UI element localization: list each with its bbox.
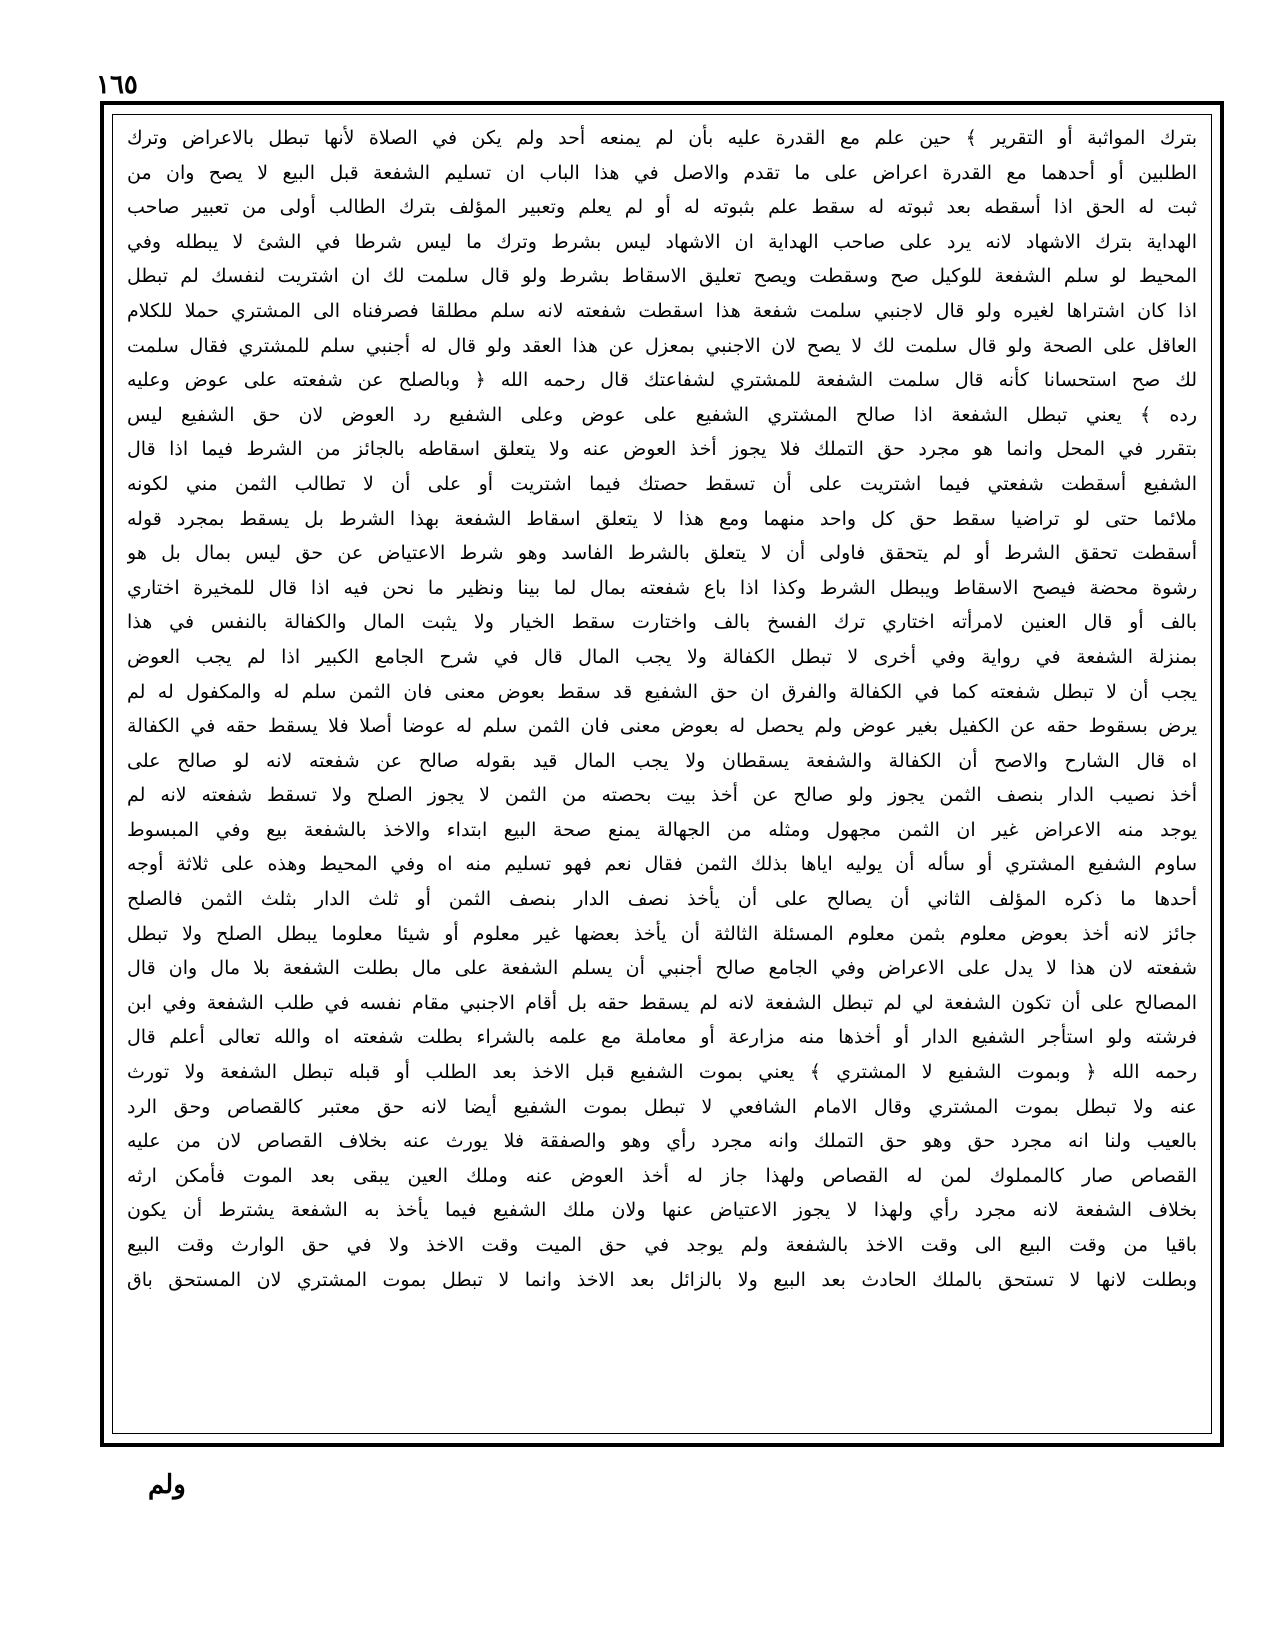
text-line: ساوم الشفيع المشتري أو سأله أن يوليه اياها بذلك الثمن فقال نعم فهو تسليم منه اه وفي المحيط وهذه على ثلاثة أوجه [127, 853, 1197, 876]
text-line: رشوة محضة فيصح الاسقاط ويبطل الشرط وكذا اذا باع شفعته بمال لما بينا ونظير ما نحن فيه اذا قال للمخيرة اختاري [127, 576, 1197, 599]
text-line: باقيا من وقت البيع الى وقت الاخذ بالشفعة ولم يوجد في حق الميت وقت الاخذ ولا في حق الوارث وقت البيع [127, 1234, 1197, 1256]
text-line: جائز لانه أخذ بعوض معلوم بثمن معلوم المسئلة الثالثة أن يأخذ بعضها غير معلوم أو شيئا معلوما يبطل الصلح ولا تبطل [127, 922, 1197, 945]
text-line: اذا كان اشتراها لغيره ولو قال لاجنبي سلمت شفعة هذا اسقطت شفعته لانه سلم مطلقا فصرفناه الى المشتري حملا للكلام [127, 299, 1197, 322]
text-line: أسقطت تحقق الشرط أو لم يتحقق فاولى أن لا يتعلق بالشرط الفاسد وهو شرط الاعتياض عن حق ليس بمال بل هو [127, 542, 1197, 565]
text-line: عنه ولا تبطل بموت المشتري وقال الامام الشافعي لا تبطل بموت الشفيع أيضا لانه حق معتبر كالقصاص وحق الرد [127, 1095, 1197, 1118]
text-line: المحيط لو سلم الشفعة للوكيل صح وسقطت ويصح تعليق الاسقاط بشرط ولو قال سلمت لك ان اشتريت لنفسك لم تبطل [127, 265, 1197, 288]
text-line: ملائما حتى لو تراضيا سقط حق كل واحد منهما ومع هذا لا يتعلق اسقاط الشفعة بهذا الشرط بل يسقط بمجرد قوله [127, 507, 1197, 530]
text-line: رده ﴾ يعني تبطل الشفعة اذا صالح المشتري الشفيع على عوض وعلى الشفيع رد العوض لان حق الشفيع ليس [127, 403, 1197, 426]
text-line: بتقرر في المحل وانما هو مجرد حق التملك فلا يجوز أخذ العوض عنه ولا يتعلق اسقاطه بالجائز من الشرط فيما اذا قال [127, 438, 1197, 461]
text-line: وبطلت لانها لا تستحق بالملك الحادث بعد البيع ولا بالزائل بعد الاخذ وانما لا تبطل بموت المشتري لان المستحق باق [127, 1268, 1197, 1291]
text-line: الشفيع أسقطت شفعتي فيما اشتريت على أن تسقط حصتك فيما اشتريت أو على أن لا تطالب الثمن مني لكونه [127, 472, 1197, 495]
page-frame-inner [112, 114, 1212, 1434]
page-number: ١٦٥ [96, 70, 138, 100]
text-line: بمنزلة الشفعة في رواية وفي أخرى لا تبطل الكفالة ولا يجب المال قال في شرح الجامع الكبير اذا لم يجب العوض [127, 645, 1197, 668]
text-line: يرض بسقوط حقه عن الكفيل بغير عوض ولم يحصل له بعوض معنى فان الثمن سلم له عوضا أصلا فلا يسقط حقه في الكفالة [127, 715, 1197, 738]
text-line: العاقل على الصحة ولو قال سلمت لك لا يصح لان الاجنبي بمعزل عن هذا العقد ولو قال له أجنبي سلم للمشتري فقال سلمت [127, 334, 1197, 357]
text-line: المصالح على أن تكون الشفعة لي لم تبطل الشفعة لانه لم يسقط حقه بل أقام الاجنبي مقام نفسه في طلب الشفعة وفي ابن [127, 991, 1197, 1014]
catchword: ولم [148, 1470, 186, 1500]
text-line: أحدها ما ذكره المؤلف الثاني أن يصالح على أن يأخذ نصف الدار بنصف الثمن أو ثلث الدار بثلث الثمن فالصلح [127, 888, 1197, 911]
text-line: بخلاف الشفعة لانه مجرد رأي ولهذا لا يجوز الاعتياض عنها ولان ملك الشفيع فيما يأخذ به الشفعة يشترط أن يكون [127, 1199, 1197, 1222]
text-line: ثبت له الحق اذا أسقطه بعد ثبوته له سقط علم بثبوته له أو لم يعلم وتعبير المؤلف بترك الطالب أولى من تعبير صاحب [127, 196, 1197, 219]
text-line: بترك المواثبة أو التقرير ﴾ حين علم مع القدرة عليه بأن لم يمنعه أحد ولم يكن في الصلاة لأنها تبطل بالاعراض وترك [127, 127, 1197, 149]
text-line: الهداية بترك الاشهاد لانه يرد على صاحب الهداية ان الاشهاد ليس بشرط وترك ما ليس شرطا في الشئ لا يبطله وفي [127, 230, 1197, 253]
text-line: الطلبين أو أحدهما مع القدرة اعراض على ما تقدم والاصل في هذا الباب ان تسليم الشفعة قبل البيع لا يصح وان من [127, 161, 1197, 184]
text-line: رحمه الله ﴿ وبموت الشفيع لا المشتري ﴾ يعني بموت الشفيع قبل الاخذ بعد الطلب أو قبله تبطل الشفعة ولا تورث [127, 1061, 1197, 1084]
text-line: لك صح استحسانا كأنه قال سلمت الشفعة للمشتري لشفاعتك قال رحمه الله ﴿ وبالصلح عن شفعته على عوض وعليه [127, 369, 1197, 392]
text-line: يجب أن لا تبطل شفعته كما في الكفالة والفرق ان حق الشفيع قد سقط بعوض معنى فان الثمن سلم له والمكفول له لم [127, 680, 1197, 703]
text-body [127, 121, 1197, 1297]
text-line: بالف أو قال العنين لامرأته اختاري ترك الفسخ بالف واختارت سقط الخيار ولا يثبت المال والكفالة بالنفس في هذا [127, 611, 1197, 634]
text-line: بالعيب ولنا انه مجرد حق وهو حق التملك وانه مجرد رأي وهو والصفقة فلا يورث عنه بخلاف القصاص لان من عليه [127, 1130, 1197, 1153]
text-line: اه قال الشارح والاصح أن الكفالة والشفعة يسقطان ولا يجب المال قيد بقوله صالح عن شفعته لانه لو صالح على [127, 749, 1197, 772]
text-line: شفعته لان هذا لا يدل على الاعراض وفي الجامع صالح أجنبي أن يسلم الشفعة على مال بطلت الشفعة بلا مال وان قال [127, 957, 1197, 980]
text-line: القصاص صار كالمملوك لمن له القصاص ولهذا جاز له أخذ العوض عنه وملك العين يبقى بعد الموت فأمكن ارثه [127, 1164, 1197, 1187]
text-line: يوجد منه الاعراض غير ان الثمن مجهول ومثله من الجهالة يمنع صحة البيع ابتداء والاخذ بالشفعة بيع وفي المبسوط [127, 818, 1197, 841]
text-line: فرشته ولو استأجر الشفيع الدار أو أخذها منه مزارعة أو معاملة مع علمه بالشراء بطلت شفعته اه والله تعالى أعلم قال [127, 1026, 1197, 1049]
text-line: أخذ نصيب الدار بنصف الثمن يجوز ولو صالح عن أخذ بيت بحصته من الثمن لا يجوز الصلح ولا تسقط شفعته لانه لم [127, 784, 1197, 807]
